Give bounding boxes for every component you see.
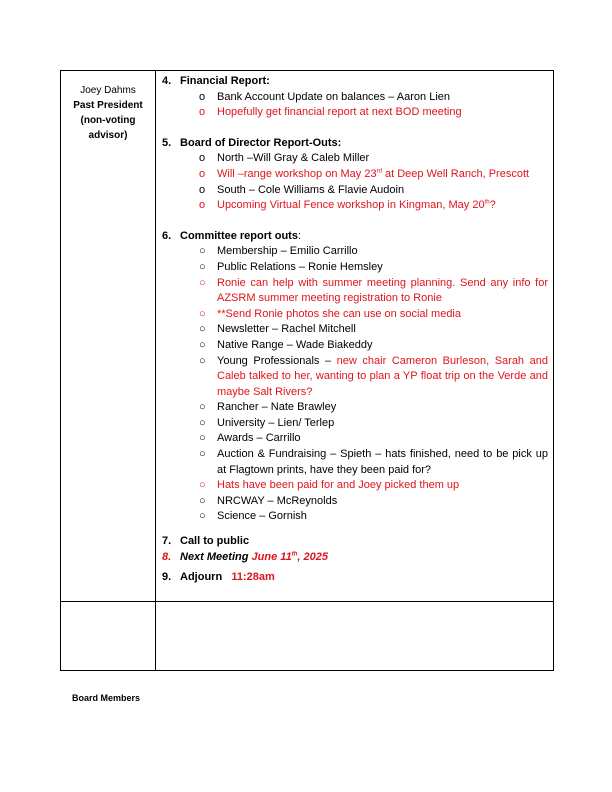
list-item-text: University – Lien/ Terlep: [217, 416, 335, 429]
item-number: 6.: [162, 229, 172, 242]
item-title: Board of Director Report-Outs:: [180, 136, 342, 149]
list-item: [161, 400, 548, 416]
minutes-table: [60, 70, 554, 671]
list-item-text: South – Cole Williams & Flavie Audoin: [217, 183, 405, 196]
list-item: [161, 478, 548, 494]
list-item: [161, 105, 548, 121]
board-members-label: Board Members: [72, 693, 141, 703]
list-item-text: Young Professionals – new chair Cameron Burleson, Sarah and Caleb talked to her, wanting to plan a YP float trip on the Verde and maybe Salt Rivers?: [217, 354, 548, 398]
list-item: [161, 354, 548, 401]
list-item-text: Rancher – Nate Brawley: [217, 401, 337, 414]
list-item-text: Membership – Emilio Carrillo: [217, 245, 358, 258]
officer-title: Past President: [73, 100, 143, 111]
bullet-icon: o: [199, 152, 206, 165]
bullet-icon: ○: [199, 276, 206, 289]
bullet-icon: ○: [199, 432, 206, 445]
item-title: Adjourn 11:28am: [180, 571, 275, 584]
bullet-icon: o: [199, 167, 206, 180]
list-item-text: Will –range workshop on May 23rd at Deep Well Ranch, Prescott: [217, 167, 530, 180]
committee-list: [161, 244, 548, 525]
list-item: [161, 416, 548, 432]
list-item: [161, 509, 548, 525]
list-item-text: Public Relations – Ronie Hemsley: [217, 260, 383, 273]
bullet-icon: ○: [199, 245, 206, 258]
list-item-text: Newsletter – Rachel Mitchell: [217, 323, 356, 336]
bullet-icon: ○: [199, 479, 206, 492]
list-item: [161, 167, 548, 183]
list-item: [161, 307, 548, 323]
list-item: [161, 322, 548, 338]
bullet-icon: o: [199, 106, 206, 119]
officer-cell: [61, 71, 156, 601]
bullet-icon: ○: [199, 494, 206, 507]
list-item: [161, 447, 548, 478]
bullet-icon: ○: [199, 448, 206, 461]
list-item-text: Awards – Carrillo: [217, 432, 301, 445]
item-number: 4.: [162, 75, 172, 87]
bullet-icon: ○: [199, 510, 206, 523]
item-number: 9.: [162, 571, 172, 584]
item-title: Financial Report:: [180, 75, 270, 87]
empty-cell: [61, 602, 156, 670]
list-item-text: Upcoming Virtual Fence workshop in Kingman, May 20th?: [217, 199, 496, 212]
list-item-text: Ronie can help with summer meeting planning. Send any info for AZSRM summer meeting registration to Ronie: [217, 276, 548, 305]
bullet-icon: o: [199, 183, 206, 196]
list-item-text: Science – Gornish: [217, 510, 307, 523]
bullet-icon: ○: [199, 307, 206, 320]
list-item: [161, 431, 548, 447]
list-item-text: NRCWAY – McReynolds: [217, 494, 338, 507]
list-item: [161, 338, 548, 354]
list-item: [161, 198, 548, 214]
list-item-text: Auction & Fundraising – Spieth – hats finished, need to be pick up at Flagtown prints, have they been paid for?: [217, 448, 548, 476]
call-heading: [162, 534, 548, 550]
item-title: Call to public: [180, 535, 250, 548]
bullet-icon: ○: [199, 338, 206, 351]
list-item-text: Native Range – Wade Biakeddy: [217, 338, 373, 351]
list-item: [161, 276, 548, 307]
list-item-text: Hopefully get financial report at next BOD meeting: [217, 106, 462, 119]
list-item: [161, 244, 548, 260]
financial-heading: [162, 74, 548, 90]
bullet-icon: ○: [199, 354, 206, 367]
bullet-icon: ○: [199, 323, 206, 336]
list-item-text: **Send Ronie photos she can use on social media: [217, 307, 461, 320]
item-number: 5.: [162, 136, 172, 149]
officer-name: Joey Dahms: [80, 85, 136, 96]
item-title: Committee report outs:: [180, 229, 302, 242]
bod-heading: [162, 136, 548, 152]
list-item: [161, 90, 548, 106]
bullet-icon: ○: [199, 401, 206, 414]
adjourn-heading: [162, 570, 548, 586]
item-number: 8.: [162, 550, 172, 563]
bod-list: [161, 151, 548, 213]
list-item-text: Bank Account Update on balances – Aaron Lien: [217, 90, 451, 103]
bullet-icon: ○: [199, 260, 206, 273]
table-row: [61, 601, 553, 670]
item-title: Next Meeting June 11th, 2025: [180, 550, 328, 563]
financial-list: [161, 90, 548, 121]
bullet-icon: o: [199, 90, 206, 103]
table-row: [61, 71, 553, 601]
committee-heading: [162, 229, 548, 245]
list-item-text: North –Will Gray & Caleb Miller: [217, 152, 370, 165]
empty-cell: [156, 602, 553, 670]
list-item: [161, 260, 548, 276]
list-item-text: Hats have been paid for and Joey picked them up: [217, 479, 460, 492]
next-meeting-heading: [162, 550, 548, 566]
bullet-icon: ○: [199, 416, 206, 429]
agenda-cell: [156, 71, 553, 601]
bullet-icon: o: [199, 199, 206, 212]
list-item: [161, 494, 548, 510]
officer-note: (non-voting advisor): [80, 115, 136, 141]
list-item: [161, 151, 548, 167]
item-number: 7.: [162, 535, 172, 548]
list-item: [161, 183, 548, 199]
